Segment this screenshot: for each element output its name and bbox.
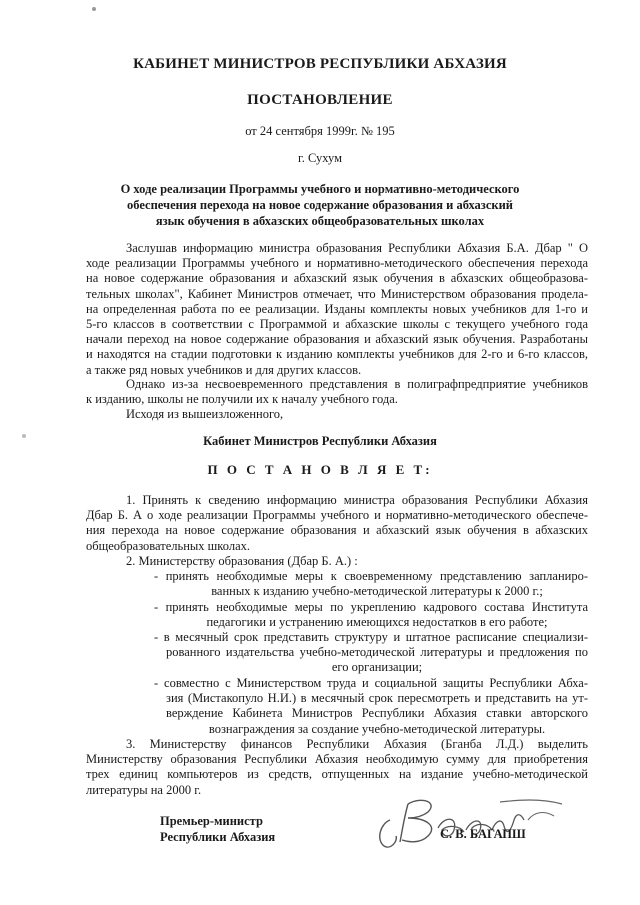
- text-line: рованного издательства учебно-методической литературы и предложения по: [166, 645, 588, 660]
- punch-mark: [92, 7, 96, 11]
- text-line: общеобразовательных школах.: [86, 538, 250, 553]
- resolves-heading: П О С Т А Н О В Л Я Е Т:: [207, 462, 433, 477]
- text-line: зия (Мистакопуло Н.И.) в месячный срок пересмотреть и представить на ут-: [166, 691, 588, 706]
- text-line: на новое содержание образования и абхазский язык обучения в абхазских общеобразова-: [86, 271, 588, 286]
- signatory-title-line: Премьер-министр: [160, 814, 263, 828]
- text-line: и находятся на стадии подготовки к изданию комплекты учебников для 2-го и 6-го классов,: [86, 347, 588, 362]
- text-line: 3. Министерству финансов Республики Абхазия (Бганба Л.Д.) выделить: [126, 737, 588, 751]
- preamble-paragraph-1: [86, 241, 588, 378]
- text-line: Дбар Б. А о ходе реализации Программы учебного и нормативно-методического обеспече-: [86, 508, 588, 523]
- text-line: начали переход на новое содержание образования и абхазский язык обучения. Разработаны: [86, 332, 588, 347]
- subject-line: О ходе реализации Программы учебного и нормативно-методического: [120, 182, 520, 196]
- text-line: 5-го классов в соответствии с Программой и абхазские школы с текущего учебного года: [86, 317, 588, 332]
- text-line: его организации;: [331, 660, 423, 675]
- text-line: Исходя из вышеизложенного,: [126, 407, 284, 421]
- text-line: Заслушав информацию министра образования Республики Абхазия Б.А. Дбар " О: [126, 241, 588, 255]
- preamble-paragraph-2: [86, 377, 588, 407]
- text-line: ния перехода на новое содержание образования и абхазский язык обучения в абхазских: [86, 523, 588, 538]
- text-line: - принять необходимые меры к своевременному представлению запланиро-: [154, 569, 588, 583]
- subject-line: обеспечения перехода на новое содержание образования и абхазский: [127, 198, 513, 212]
- subject-line: язык обучения в абхазских общеобразовательных школах: [155, 214, 485, 228]
- text-line: 2. Министерству образования (Дбар Б. А.) :: [126, 554, 358, 568]
- item-2-subpoint-2: [154, 600, 588, 630]
- text-line: 1. Принять к сведению информацию министра образования Республики Абхазия: [126, 493, 588, 507]
- text-line: педагогики и устранению имеющихся недостатков в его работе;: [206, 615, 548, 630]
- signatory-name: С. В. БАГАПШ: [440, 827, 526, 841]
- text-line: на определенная работа по ее реализации. Изданы комплекты новых учебников для 1-го и: [86, 301, 588, 316]
- text-line: Министерству образования Республики Абхазия необходимую сумму для приобретения: [86, 752, 588, 767]
- text-line: Однако из-за несвоевременного представления в полиграфпредприятие учебников: [126, 377, 588, 391]
- text-line: - принять необходимые меры по укреплению кадрового состава Института: [154, 600, 588, 614]
- document-type-title: ПОСТАНОВЛЕНИЕ: [247, 92, 393, 108]
- item-2-subpoint-3: [154, 630, 588, 676]
- text-line: верждение Кабинета Министров Республики Абхазия ставки авторского: [166, 706, 588, 721]
- item-2-subpoint-4: [154, 676, 588, 737]
- text-line: трех единиц компьютеров из средств, отпущенных на издание учебно-методической: [86, 767, 588, 782]
- text-line: ванных к изданию учебно-методической литературы к 2000 г.;: [211, 584, 543, 599]
- text-line: а также ряд новых учебников и для других классов.: [86, 362, 362, 377]
- text-line: ходе реализации Программы учебного и нормативно-методического обеспечения перехода: [86, 256, 588, 271]
- text-line: тельных школах", Кабинет Министров отмечает, что Министерством образования продела-: [86, 286, 588, 301]
- city-line: г. Сухум: [297, 151, 342, 165]
- resolution-item-2: [86, 554, 588, 569]
- text-line: к изданию, школы не получили их к началу учебного года.: [86, 392, 398, 407]
- organization-header: КАБИНЕТ МИНИСТРОВ РЕСПУБЛИКИ АБХАЗИЯ: [133, 56, 507, 72]
- text-line: - совместно с Министерством труда и социальной защиты Республики Абха-: [154, 676, 588, 690]
- text-line: вознаграждения за создание учебно-методической литературы.: [208, 721, 546, 736]
- text-line: - в месячный срок представить структуру и штатное расписание специализи-: [154, 630, 588, 644]
- resolution-item-1: [86, 493, 588, 554]
- text-line: литературы на 2000 г.: [86, 782, 202, 797]
- resolution-body-heading: Кабинет Министров Республики Абхазия: [203, 434, 437, 448]
- resolution-item-3: [86, 737, 588, 798]
- preamble-paragraph-3: [86, 407, 588, 422]
- signatory-title: [160, 813, 275, 845]
- subject-heading: [0, 181, 640, 229]
- signatory-title-line: Республики Абхазия: [160, 830, 276, 844]
- item-2-subpoint-1: [154, 569, 588, 599]
- date-number-line: от 24 сентября 1999г. № 195: [245, 124, 395, 138]
